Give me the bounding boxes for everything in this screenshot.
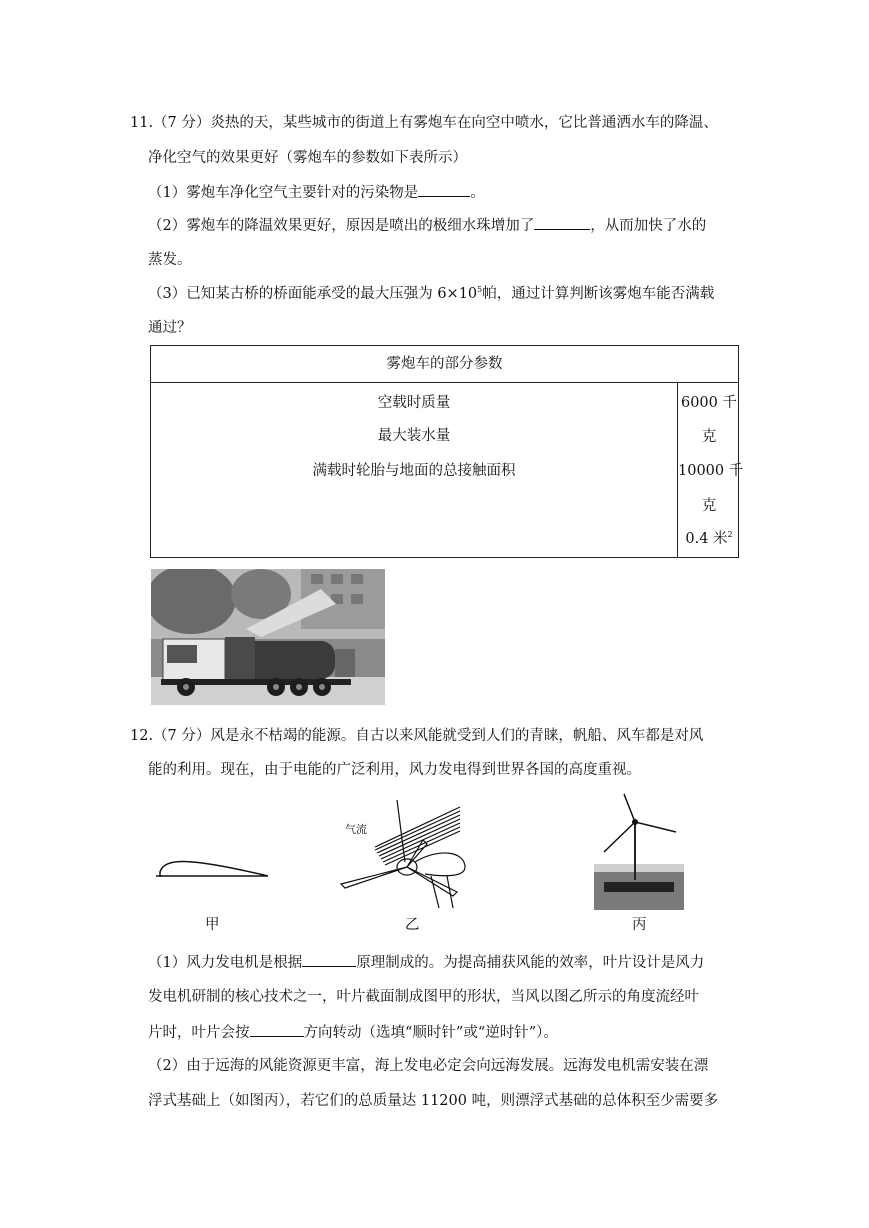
q12-part1-line2: 发电机研制的核心技术之一，叶片截面制成图甲的形状，当风以图乙所示的角度流经叶 — [148, 989, 699, 1005]
table-value: 10000 千 — [678, 463, 744, 479]
airflow-label: 气流 — [345, 823, 367, 836]
figure-label-yi: 乙 — [405, 917, 420, 933]
q12-intro-line1: 12.（7 分）风是永不枯竭的能源。自古以来风能就受到人们的青睐，帆船、风车都是对风 — [130, 728, 704, 744]
exponent: 2 — [727, 530, 733, 540]
table-label: 最大装水量 — [377, 428, 451, 444]
exponent: 5 — [477, 285, 483, 295]
q11-part2-line2: 蒸发。 — [148, 252, 192, 268]
q11-part2-text: （2）雾炮车的降温效果更好，原因是喷出的极细水珠增加了 — [148, 218, 535, 234]
q12-part1-line3-end: 方向转动（选填“顺时针”或“逆时针”）。 — [303, 1025, 558, 1041]
offshore-turbine-figure — [594, 792, 684, 912]
answer-blank[interactable] — [250, 1022, 304, 1037]
table-label: 空载时质量 — [377, 395, 451, 411]
figure-label-jia: 甲 — [205, 917, 220, 933]
table-title: 雾炮车的部分参数 — [151, 346, 738, 383]
q11-part3-text-end: 帕，通过计算判断该雾炮车能否满载 — [482, 286, 715, 302]
q12-part1-line3 — [148, 1022, 558, 1043]
q11-part3 — [148, 284, 714, 304]
q11-part2 — [148, 215, 706, 236]
q12-part1-text-end: 原理制成的。为提高捕获风能的效率，叶片设计是风力 — [356, 955, 705, 971]
table-value: 0.4 米 — [685, 531, 728, 547]
q11-part1 — [148, 182, 485, 203]
figure-label-bing: 丙 — [632, 917, 647, 933]
q11-intro-line1: 11.（7 分）炎热的天，某些城市的街道上有雾炮车在向空中喷水，它比普通洒水车的降温、 — [130, 115, 718, 131]
q12-part1-line3-text: 片时，叶片会按 — [148, 1025, 250, 1041]
table-value-area — [678, 529, 740, 549]
q11-part2-text-end: ，从而加快了水的 — [590, 218, 707, 234]
answer-blank[interactable] — [534, 215, 590, 230]
parameter-table — [150, 345, 744, 558]
q11-part1-text: （1）雾炮车净化空气主要针对的污染物是 — [148, 185, 419, 201]
turbine-airflow-figure — [335, 792, 475, 910]
q12-part2-line1: （2）由于远海的风能资源更丰富，海上发电必定会向远海发展。远海发电机需安装在漂 — [148, 1058, 709, 1074]
table-value: 6000 千 — [680, 395, 737, 411]
answer-blank[interactable] — [418, 182, 470, 197]
q11-part3-line2: 通过？ — [148, 320, 192, 336]
q11-part3-text: （3）已知某古桥的桥面能承受的最大压强为 6×10 — [148, 286, 478, 302]
fog-cannon-truck-photo — [151, 569, 385, 705]
answer-blank[interactable] — [302, 952, 356, 967]
q11-intro-line2: 净化空气的效果更好（雾炮车的参数如下表所示） — [148, 150, 467, 166]
q12-part1 — [148, 952, 704, 973]
table-value: 克 — [701, 498, 717, 514]
q12-part2-line2: 浮式基础上（如图丙），若它们的总质量达 11200 吨，则漂浮式基础的总体积至少需要多 — [148, 1093, 719, 1109]
table-value: 克 — [701, 429, 717, 445]
airfoil-figure — [152, 852, 272, 882]
q12-intro-line2: 能的利用。现在，由于电能的广泛利用，风力发电得到世界各国的高度重视。 — [148, 762, 641, 778]
table-label: 满载时轮胎与地面的总接触面积 — [312, 463, 516, 479]
q11-part1-end: 。 — [470, 185, 485, 201]
q12-part1-text: （1）风力发电机是根据 — [148, 955, 303, 971]
